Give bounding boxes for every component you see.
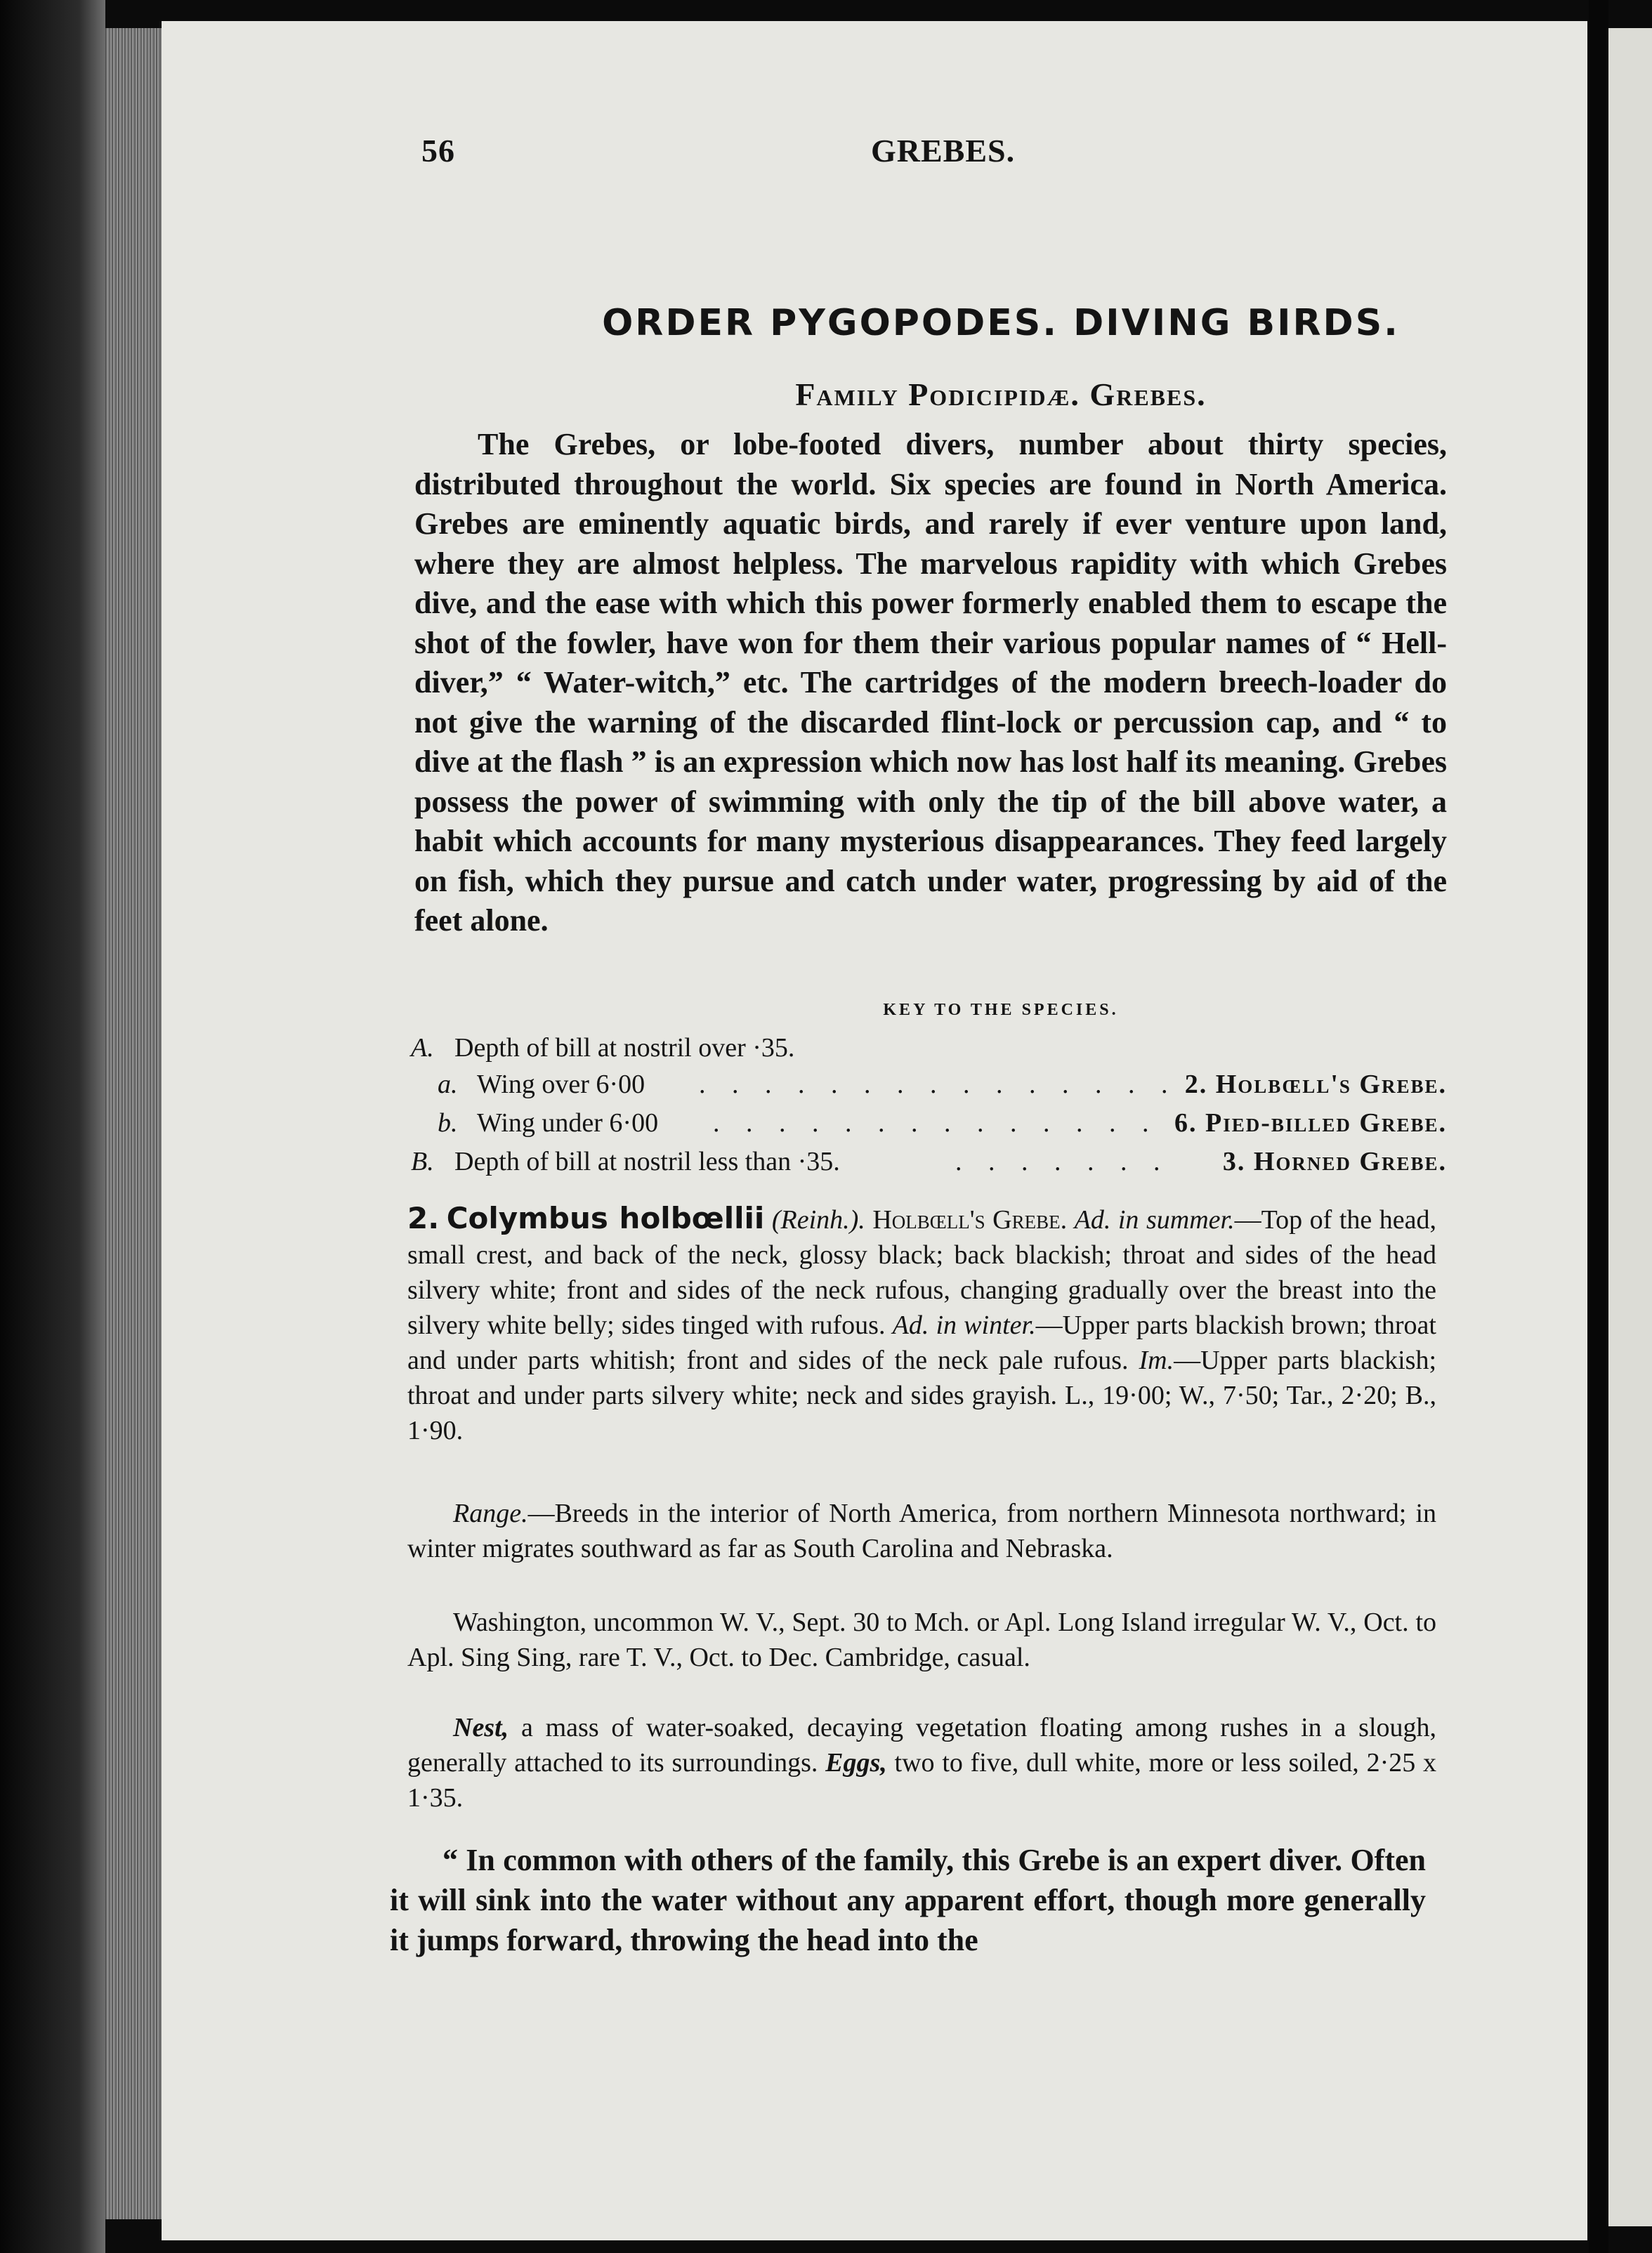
- species-range: [407, 1496, 1436, 1566]
- quote-paragraph: “ In common with others of the family, this Grebe is an expert diver. Often it will sink into the water without any apparent effort, though more generally it jumps forward, throwing the head into the: [390, 1843, 1426, 1957]
- nest-text: a mass of water-soaked, decaying vegetation floating among rushes in a slough, generally attached to its surroundings.: [407, 1713, 1436, 1778]
- immature-plumage-label: Im.: [1139, 1346, 1174, 1375]
- page-gutter: [1589, 0, 1608, 2253]
- species-authority: (Reinh.).: [771, 1205, 865, 1235]
- immature-plumage-text: —Upper parts blackish; throat and under parts silvery white; neck and sides grayish. L., 19·00; W., 7·50; Tar., 2·20; B., 1·90.: [407, 1346, 1437, 1445]
- species-local-records: Washington, uncommon W. V., Sept. 30 to Mch. or Apl. Long Island irregular W. V., Oct. to Apl. Sing Sing, rare T. V., Oct. to Dec. Cambridge, casual.: [407, 1608, 1436, 1672]
- range-text: —Breeds in the interior of North America, from northern Minnesota northward; in winter migrates southward as far as South Carolina and Nebraska.: [407, 1499, 1436, 1563]
- key-row-label: A.: [411, 1033, 434, 1063]
- key-row-text: Wing under 6·00: [477, 1108, 659, 1138]
- range-label: Range.: [453, 1499, 528, 1528]
- eggs-label: Eggs,: [825, 1748, 887, 1778]
- facing-page-edge: [1608, 28, 1652, 2226]
- key-row-label: a.: [438, 1070, 458, 1099]
- order-heading: ORDER PYGOPODES. DIVING BIRDS.: [602, 302, 1400, 344]
- species-description: [407, 1201, 1436, 1448]
- key-row-leader: . . . . . . . . . . . . . .: [713, 1108, 1159, 1138]
- running-title: GREBES.: [871, 133, 1016, 169]
- key-row: [411, 1108, 1447, 1144]
- summer-plumage-text: —Top of the head, small crest, and back of the neck, glossy black; back blackish; throat and sides of the head silvery white; front and sides of the neck rufous, changing gradually over the breast into the silvery white belly; sides tinged with rufous.: [407, 1205, 1437, 1340]
- key-row-result: 6. Pied-billed Grebe.: [1174, 1108, 1447, 1138]
- key-row-leader: . . . . . . .: [955, 1147, 1170, 1176]
- intro-paragraph: The Grebes, or lobe-footed divers, number about thirty species, distributed throughout the world. Six species are found in North America. Grebes are eminently aquatic birds, and rarely if ever venture upon land, where they are almost helpless. The marvelous rapidity with which Grebes dive, and the ease with which this power formerly enabled them to escape the shot of the fowler, have won for them their various popular names of “ Hell-diver,” “ Water-witch,” etc. The cartridges of the modern breech-loader do not give the warning of the discarded flint-lock or percussion cap, and “ to dive at the flash ” is an expression which now has lost half its meaning. Grebes possess the power of swimming with only the tip of the bill above water, a habit which accounts for many mysterious disappearances. They feed largely on fish, which they pursue and catch under water, progressing by aid of the feet alone.: [414, 427, 1447, 938]
- key-row-text: Depth of bill at nostril less than ·35.: [454, 1147, 840, 1176]
- winter-plumage-label: Ad. in winter.: [892, 1311, 1036, 1340]
- key-row: [411, 1032, 1447, 1069]
- nest-label: Nest,: [453, 1713, 509, 1742]
- book-spine-shadow: [0, 0, 105, 2253]
- key-row: [411, 1146, 1447, 1183]
- key-row-text: Depth of bill at nostril over ·35.: [454, 1033, 795, 1063]
- family-heading: Family Podicipidæ. Grebes.: [795, 376, 1207, 412]
- key-row-result: 2. Holbœll's Grebe.: [1184, 1070, 1447, 1099]
- key-row-result: 3. Horned Grebe.: [1222, 1147, 1447, 1176]
- page-number: 56: [421, 133, 455, 169]
- key-row-label: B.: [411, 1147, 434, 1176]
- species-scientific-name: Colymbus holbœllii: [446, 1201, 765, 1235]
- species-nest-eggs: [407, 1710, 1436, 1815]
- species-common-name: Holbœll's Grebe.: [872, 1205, 1068, 1235]
- summer-plumage-label: Ad. in summer.: [1074, 1205, 1235, 1235]
- eggs-text: two to five, dull white, more or less soiled, 2·25 x 1·35.: [407, 1748, 1436, 1813]
- winter-plumage-text: —Upper parts blackish brown; throat and under parts whitish; front and sides of the neck pale rufous.: [407, 1311, 1436, 1375]
- key-row: [411, 1069, 1447, 1105]
- species-number: 2.: [407, 1201, 440, 1235]
- key-row-label: b.: [438, 1108, 458, 1138]
- key-row-leader: . . . . . . . . . . . . . . .: [699, 1070, 1178, 1099]
- key-row-text: Wing over 6·00: [477, 1070, 645, 1099]
- page-edges: [105, 28, 169, 2219]
- key-heading: KEY TO THE SPECIES.: [883, 1001, 1119, 1019]
